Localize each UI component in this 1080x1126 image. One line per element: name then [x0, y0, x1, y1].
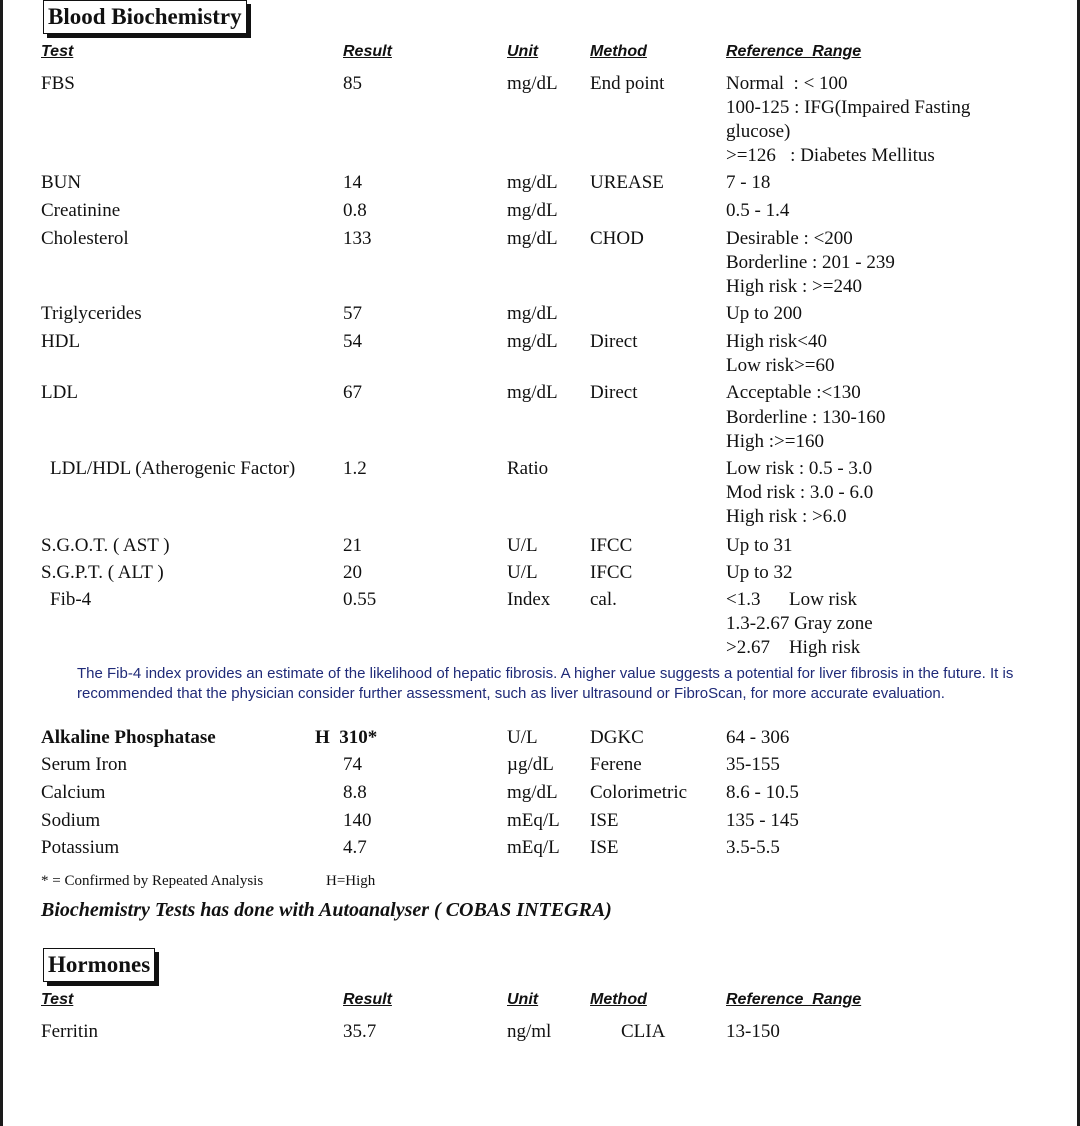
unit: mg/dL [507, 331, 558, 352]
reference-line: High risk<40 [726, 331, 827, 352]
header-unit: Unit [507, 991, 539, 1008]
reference-line: 8.6 - 10.5 [726, 782, 799, 803]
test-name: BUN [41, 172, 82, 193]
method: DGKC [590, 727, 644, 748]
reference-line: High risk : >=240 [726, 276, 862, 297]
test-name: S.G.O.T. ( AST ) [41, 535, 170, 556]
unit: mg/dL [507, 172, 558, 193]
method: UREASE [590, 172, 664, 193]
reference-line: High risk : >6.0 [726, 506, 847, 527]
unit: U/L [507, 727, 538, 748]
reference-line: 0.5 - 1.4 [726, 200, 790, 221]
test-name: Potassium [41, 837, 120, 858]
reference-line: Low risk>=60 [726, 355, 835, 376]
reference-line: Mod risk : 3.0 - 6.0 [726, 482, 874, 503]
unit: mg/dL [507, 228, 558, 249]
test-name: HDL [41, 331, 81, 352]
result-value: 74 [343, 754, 362, 775]
unit: mg/dL [507, 73, 558, 94]
result-value: 20 [343, 562, 362, 583]
test-name: Sodium [41, 810, 101, 831]
result-value: 21 [343, 535, 362, 556]
test-name: Alkaline Phosphatase [41, 727, 216, 748]
reference-line: Up to 200 [726, 303, 802, 324]
result-value: 14 [343, 172, 362, 193]
method: IFCC [590, 535, 633, 556]
reference-line: Acceptable :<130 [726, 382, 861, 403]
test-name: Calcium [41, 782, 106, 803]
reference-line: 13-150 [726, 1021, 780, 1042]
footnote-high-flag: H=High [326, 873, 376, 889]
method: ISE [590, 810, 619, 831]
method: Direct [590, 331, 638, 352]
reference-line: <1.3 Low risk [726, 589, 858, 610]
reference-line: >=126 : Diabetes Mellitus [726, 145, 935, 166]
method: Colorimetric [590, 782, 688, 803]
result-value: 1.2 [343, 458, 367, 479]
result-value: 4.7 [343, 837, 367, 858]
method: CHOD [590, 228, 644, 249]
reference-line: Up to 31 [726, 535, 793, 556]
reference-line: 3.5-5.5 [726, 837, 780, 858]
reference-line: Normal : < 100 [726, 73, 848, 94]
unit: mg/dL [507, 200, 558, 221]
header-reference-range: Reference Range [726, 991, 862, 1008]
reference-line: 135 - 145 [726, 810, 799, 831]
test-name: FBS [41, 73, 75, 94]
unit: Index [507, 589, 551, 610]
method: Direct [590, 382, 638, 403]
header-test: Test [41, 991, 74, 1008]
result-value: 85 [343, 73, 362, 94]
reference-line: Low risk : 0.5 - 3.0 [726, 458, 873, 479]
result-value: 35.7 [343, 1021, 377, 1042]
footnote-confirmed: * = Confirmed by Repeated Analysis [41, 873, 264, 889]
reference-line: 7 - 18 [726, 172, 771, 193]
unit: mg/dL [507, 382, 558, 403]
reference-line: glucose) [726, 121, 791, 142]
unit: mg/dL [507, 303, 558, 324]
reference-line: 100-125 : IFG(Impaired Fasting [726, 97, 971, 118]
reference-line: High :>=160 [726, 431, 824, 452]
fib4-interpretation-note: The Fib-4 index provides an estimate of the likelihood of hepatic fibrosis. A higher value suggests a potential for liver fibrosis in the future. It is recommended that the physician consider further assessment, such as liver ultrasound or FibroScan, for more accurate evaluation. [77, 665, 1014, 702]
result-value: 67 [343, 382, 362, 403]
method: cal. [590, 589, 617, 610]
test-name: Creatinine [41, 200, 121, 221]
result-value: 140 [343, 810, 372, 831]
test-name: Fib-4 [50, 589, 92, 610]
header-test: Test [41, 43, 74, 60]
reference-line: Up to 32 [726, 562, 793, 583]
reference-line: Desirable : <200 [726, 228, 853, 249]
reference-line: Borderline : 201 - 239 [726, 252, 895, 273]
result-value: 0.55 [343, 589, 377, 610]
method: IFCC [590, 562, 633, 583]
test-name: LDL/HDL (Atherogenic Factor) [50, 458, 296, 479]
unit: U/L [507, 562, 538, 583]
test-name: Triglycerides [41, 303, 142, 324]
method: ISE [590, 837, 619, 858]
method: CLIA [621, 1021, 666, 1042]
unit: µg/dL [507, 754, 554, 775]
result-value: 8.8 [343, 782, 367, 803]
test-name: Serum Iron [41, 754, 128, 775]
unit: ng/ml [507, 1021, 552, 1042]
page-border-left [0, 0, 3, 1126]
result-value-flagged: H 310* [315, 727, 378, 748]
method: End point [590, 73, 665, 94]
test-name: S.G.P.T. ( ALT ) [41, 562, 164, 583]
unit: mEq/L [507, 810, 560, 831]
section-title-biochemistry: Blood Biochemistry [43, 0, 247, 34]
section-title-hormones: Hormones [43, 948, 155, 982]
header-reference-range: Reference Range [726, 43, 862, 60]
header-result: Result [343, 991, 392, 1008]
reference-line: 1.3-2.67 Gray zone [726, 613, 873, 634]
header-method: Method [590, 991, 647, 1008]
unit: mg/dL [507, 782, 558, 803]
reference-line: Borderline : 130-160 [726, 407, 886, 428]
reference-line: >2.67 High risk [726, 637, 861, 658]
reference-line: 35-155 [726, 754, 780, 775]
header-result: Result [343, 43, 392, 60]
header-unit: Unit [507, 43, 539, 60]
result-value: 0.8 [343, 200, 367, 221]
method: Ferene [590, 754, 642, 775]
test-name: LDL [41, 382, 78, 403]
reference-line: 64 - 306 [726, 727, 790, 748]
result-value: 57 [343, 303, 362, 324]
test-name: Cholesterol [41, 228, 129, 249]
analyser-statement: Biochemistry Tests has done with Autoanalyser ( COBAS INTEGRA) [41, 899, 612, 921]
header-method: Method [590, 43, 647, 60]
result-value: 54 [343, 331, 362, 352]
unit: Ratio [507, 458, 549, 479]
unit: mEq/L [507, 837, 560, 858]
result-value: 133 [343, 228, 372, 249]
unit: U/L [507, 535, 538, 556]
test-name: Ferritin [41, 1021, 98, 1042]
